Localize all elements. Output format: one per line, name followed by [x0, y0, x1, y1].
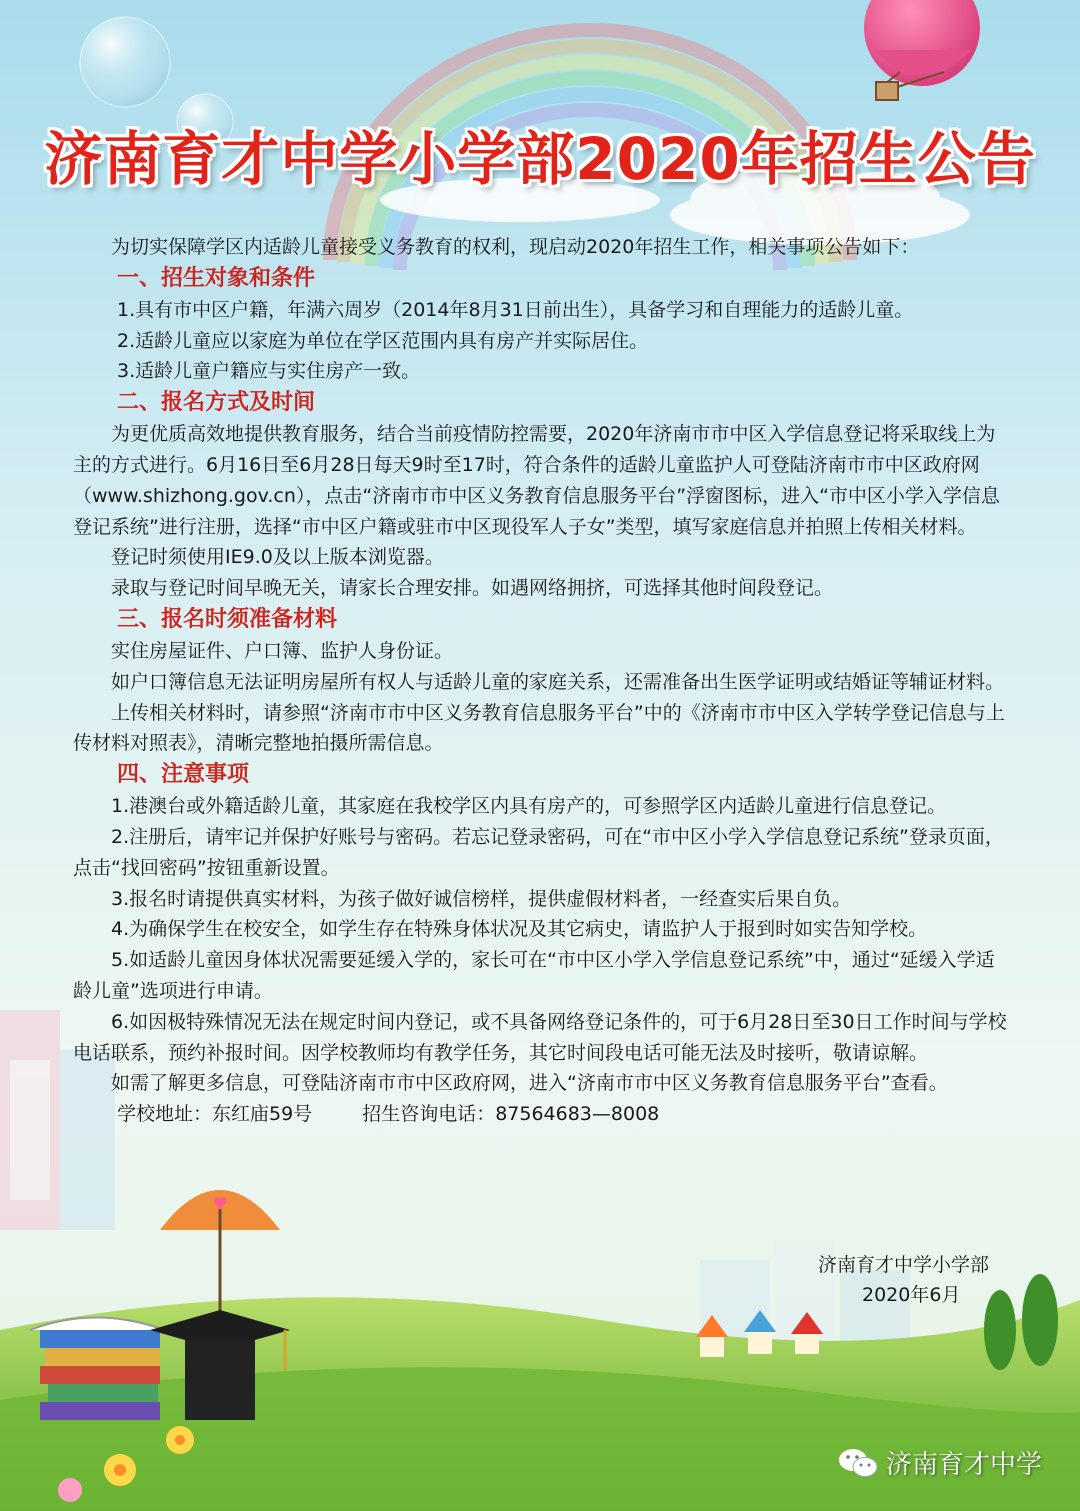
section-4-item-5: 5.如适龄儿童因身体状况需要延缓入学的，家长可在“市中区小学入学信息登记系统”中，通过“延缓入学适龄儿童”选项进行申请。	[73, 949, 995, 1002]
section-heading-1: 一、招生对象和条件	[117, 265, 316, 291]
announcement-body	[73, 232, 1013, 1130]
enrollment-phone: 招生咨询电话：87564683—8008	[362, 1103, 660, 1126]
section-3-paragraph-2: 如户口簿信息无法证明房屋所有权人与适龄儿童的家庭关系，还需准备出生医学证明或结婚证等辅证材料。	[111, 670, 1005, 693]
wechat-watermark	[838, 1444, 1042, 1481]
watermark-text: 济南育才中学	[886, 1450, 1043, 1480]
section-2-paragraph-2: 登记时须使用IE9.0及以上版本浏览器。	[111, 546, 444, 569]
more-info-paragraph: 如需了解更多信息，可登陆济南市市中区政府网，进入“济南市市中区义务教育信息服务平台”查看。	[111, 1072, 948, 1095]
signature-date: 2020年6月	[862, 1284, 961, 1306]
section-4-item-6: 6.如因极特殊情况无法在规定时间内登记，或不具备网络登记条件的，可于6月28日至30日工作时间与学校电话联系，预约补报时间。因学校教师均有教学任务，其它时间段电话可能无法及时接听，敬请谅解。	[73, 1010, 1007, 1064]
school-address: 学校地址：东红庙59号	[117, 1103, 313, 1126]
books-icon	[30, 1318, 165, 1421]
section-3-paragraph-1: 实住房屋证件、户口簿、监护人身份证。	[111, 639, 454, 662]
section-2-paragraph-3: 录取与登记时间早晚无关，请家长合理安排。如遇网络拥挤，可选择其他时间段登记。	[111, 577, 834, 600]
wechat-icon	[838, 1446, 878, 1480]
section-4-item-4: 4.为确保学生在校安全，如学生存在特殊身体状况及其它病史，请监护人于报到时如实告知学校。	[111, 918, 928, 941]
section-2-paragraph-1: 为更优质高效地提供教育服务，结合当前疫情防控需要，2020年济南市市中区入学信息登记将采取线上为主的方式进行。6月16日至6月28日每天9时至17时，符合条件的适龄儿童监护人可登陆济南市市中区政府网（www.shizhong.gov.cn），点击“济南市市中区义务教育信息服务平台”浮窗图标，进入“市中区小学入学信息登记系统”进行注册，选择“市中区户籍或驻市中区现役军人子女”类型，填写家庭信息并拍照上传相关材料。	[73, 423, 1000, 538]
section-4-item-2: 2.注册后，请牢记并保护好账号与密码。若忘记登录密码，可在“市中区小学入学信息登记系统”登录页面，点击“找回密码”按钮重新设置。	[73, 825, 1004, 879]
section-heading-4: 四、注意事项	[117, 762, 250, 788]
section-1-item-3: 3.适龄儿童户籍应与实住房产一致。	[117, 360, 421, 383]
intro-paragraph: 为切实保障学区内适龄儿童接受义务教育的权利，现启动2020年招生工作，相关事项公告如下：	[111, 236, 920, 258]
section-heading-2: 二、报名方式及时间	[117, 390, 316, 416]
section-heading-3: 三、报名时须准备材料	[117, 606, 338, 632]
contact-line	[73, 1099, 1013, 1130]
section-1-item-2: 2.适龄儿童应以家庭为单位在学区范围内具有房产并实际居住。	[117, 329, 649, 352]
poster-title: 济南育才中学小学部2020年招生公告	[44, 125, 1036, 193]
section-3-paragraph-3: 上传相关材料时，请参照“济南市市中区义务教育信息服务平台”中的《济南市市中区入学转学登记信息与上传材料对照表》，清晰完整地拍摄所需信息。	[73, 701, 1005, 755]
section-4-item-3: 3.报名时请提供真实材料，为孩子做好诚信榜样，提供虚假材料者，一经查实后果自负。	[111, 887, 852, 910]
svg-text:♥: ♥	[212, 1194, 229, 1215]
section-1-item-1: 1.具有市中区户籍，年满六周岁（2014年8月31日前出生），具备学习和自理能力的适龄儿童。	[117, 298, 914, 321]
signature-org: 济南育才中学小学部	[818, 1254, 990, 1276]
section-4-item-1: 1.港澳台或外籍适龄儿童，其家庭在我校学区内具有房产的，可参照学区内适龄儿童进行信息登记。	[111, 795, 947, 818]
